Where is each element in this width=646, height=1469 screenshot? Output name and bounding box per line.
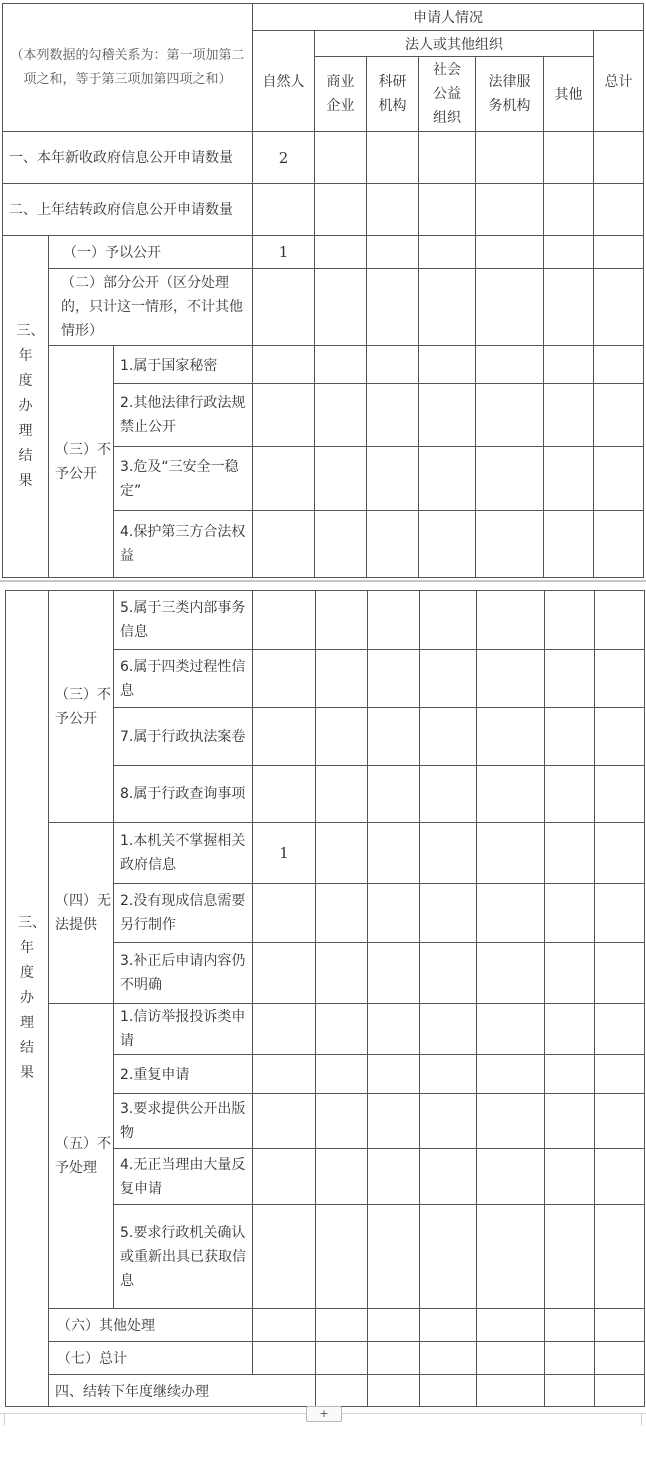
total-header: 总计 xyxy=(594,31,644,132)
research-header: 科研机构 xyxy=(367,57,419,132)
noprocess-label: （五）不予处理 xyxy=(49,1004,114,1309)
add-row-button[interactable]: + xyxy=(306,1406,342,1422)
row-label-noprocess-3: 3.要求提供公开出版物 xyxy=(114,1094,253,1149)
left-tick xyxy=(4,1413,5,1425)
row-label-deny-6: 6.属于四类过程性信息 xyxy=(114,650,253,708)
row-label-noprocess-1: 1.信访举报投诉类申请 xyxy=(114,1004,253,1055)
row-label-deny-2: 2.其他法律行政法规禁止公开 xyxy=(114,384,253,447)
legal-group-header: 法人或其他组织 xyxy=(315,31,594,57)
row-label-carried-over: 二、上年结转政府信息公开申请数量 xyxy=(3,184,253,236)
page-break xyxy=(0,580,646,582)
row-label-subtotal: （七）总计 xyxy=(49,1342,253,1375)
stats-table-part1 xyxy=(2,3,644,578)
value-unable-1-natural: 1 xyxy=(253,823,316,884)
stats-table-part2 xyxy=(5,590,645,1407)
row-label-carry-forward: 四、结转下年度继续办理 xyxy=(49,1375,316,1407)
row-label-unable-1: 1.本机关不掌握相关政府信息 xyxy=(114,823,253,884)
business-header: 商业企业 xyxy=(315,57,367,132)
column-note: （本列数据的勾稽关系为：第一项加第二项之和，等于第三项加第四项之和） xyxy=(3,4,253,132)
row-label-new-requests: 一、本年新收政府信息公开申请数量 xyxy=(3,132,253,184)
row-label-noprocess-4: 4.无正当理由大量反复申请 xyxy=(114,1149,253,1205)
deny-label: （三）不予公开 xyxy=(49,346,114,578)
other-header: 其他 xyxy=(544,57,594,132)
row-label-grant: （一）予以公开 xyxy=(49,236,253,269)
row-label-unable-2: 2.没有现成信息需要另行制作 xyxy=(114,884,253,943)
row-label-noprocess-2: 2.重复申请 xyxy=(114,1055,253,1094)
section3-label: 三、年度办理结果 xyxy=(3,236,49,578)
row-label-deny-7: 7.属于行政执法案卷 xyxy=(114,708,253,766)
row-label-unable-3: 3.补正后申请内容仍不明确 xyxy=(114,943,253,1004)
legal-service-header: 法律服务机构 xyxy=(476,57,544,132)
row-label-other-handling: （六）其他处理 xyxy=(49,1309,253,1342)
unable-label: （四）无法提供 xyxy=(49,823,114,1004)
row-label-partial: （二）部分公开（区分处理的，只计这一情形，不计其他情形） xyxy=(49,269,253,346)
social-header: 社会公益组织 xyxy=(419,57,476,132)
natural-person-header: 自然人 xyxy=(253,31,315,132)
value-grant-natural: 1 xyxy=(253,236,315,269)
row-label-deny-4: 4.保护第三方合法权益 xyxy=(114,511,253,578)
right-tick xyxy=(641,1413,642,1425)
deny-label-continued: （三）不予公开 xyxy=(49,591,114,823)
section3-label-continued: 三、年度办理结果 xyxy=(6,591,49,1407)
row-label-deny-1: 1.属于国家秘密 xyxy=(114,346,253,384)
value-new-requests-natural: 2 xyxy=(253,132,315,184)
applicant-header: 申请人情况 xyxy=(253,4,644,31)
row-label-deny-8: 8.属于行政查询事项 xyxy=(114,766,253,823)
row-label-noprocess-5: 5.要求行政机关确认或重新出具已获取信息 xyxy=(114,1205,253,1309)
row-label-deny-5: 5.属于三类内部事务信息 xyxy=(114,591,253,650)
row-label-deny-3: 3.危及“三安全一稳定” xyxy=(114,447,253,511)
